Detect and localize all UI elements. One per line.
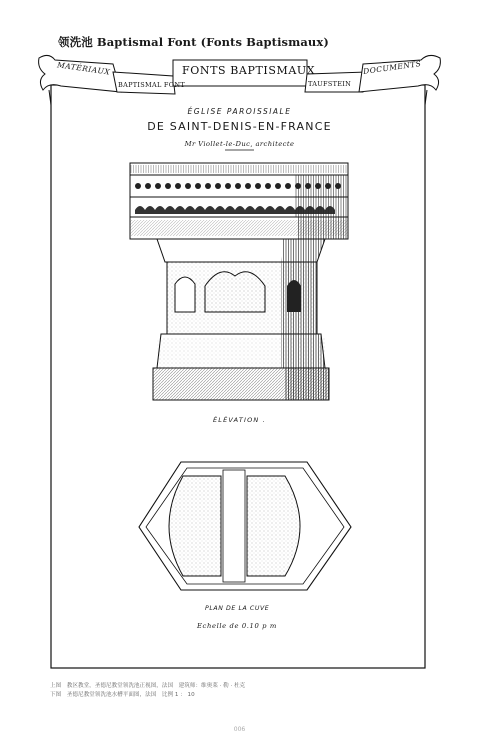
scale-label: Echelle de 0.10 p m xyxy=(197,622,277,630)
caption-bottom: 下图 圣德尼教堂领洗池水槽平面图，法国 比例 1 ： 10 xyxy=(50,692,195,698)
plate-church-line: ÉGLISE PAROISSIALE xyxy=(187,107,292,116)
plate-architect-line: Mr Viollet-le-Duc, architecte xyxy=(184,140,295,148)
font-plan-drawing xyxy=(139,462,351,590)
banner-left-text: MATÉRIAUX xyxy=(56,60,111,77)
caption-top: 上图 教区教堂，圣德尼教堂领洗池正视图，法国 建筑师：维奥莱 · 勒 · 杜克 xyxy=(50,683,246,689)
page-title: 领洗池 Baptismal Font (Fonts Baptismaux) xyxy=(58,35,329,49)
elevation-label: ÉLÉVATION . xyxy=(213,416,267,424)
plate-illustration xyxy=(35,50,444,670)
plan-label: PLAN DE LA CUVE xyxy=(205,605,270,612)
plate-place-line: DE SAINT-DENIS-EN-FRANCE xyxy=(147,120,332,133)
font-elevation-drawing xyxy=(130,163,348,400)
banner-left-mid-text: BAPTISMAL FONT xyxy=(118,81,185,89)
title-banner xyxy=(39,55,441,105)
banner-right-text: DOCUMENTS xyxy=(362,58,422,77)
banner-right-mid-text: TAUFSTEIN xyxy=(308,80,352,88)
banner-center-text: FONTS BAPTISMAUX xyxy=(182,64,316,77)
page-number: 006 xyxy=(233,726,246,733)
